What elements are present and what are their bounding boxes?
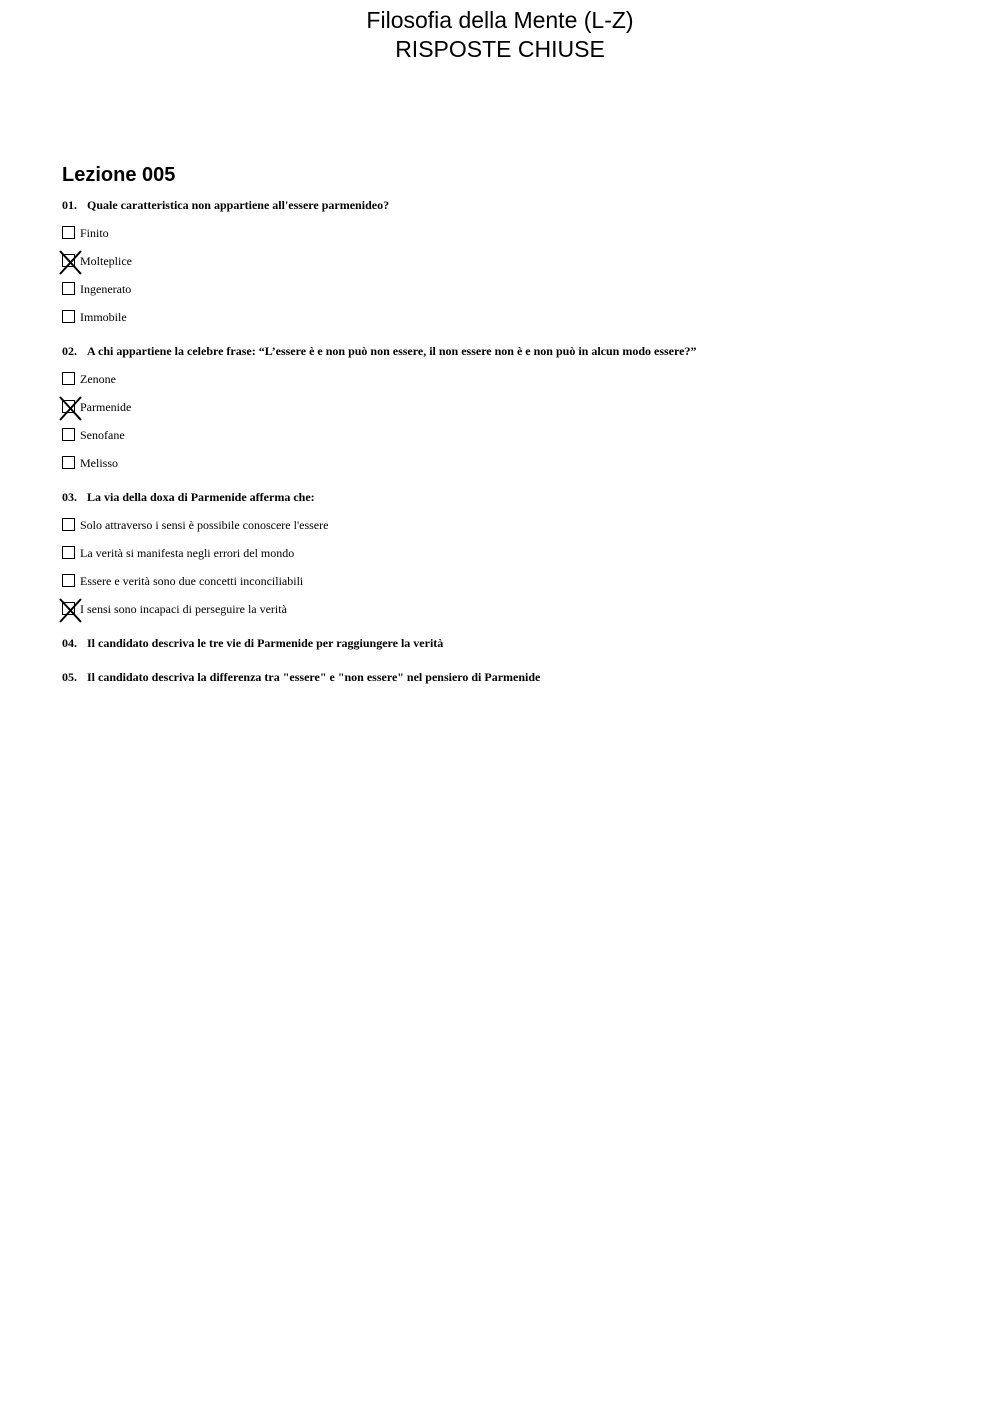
check-x-icon — [60, 599, 81, 622]
question-text — [62, 489, 962, 505]
answer-option[interactable] — [62, 399, 962, 415]
question-number: 02. — [62, 344, 77, 358]
answer-option[interactable] — [62, 601, 962, 617]
answer-option[interactable] — [62, 309, 962, 325]
question-prompt: Il candidato descriva la differenza tra "essere" e "non essere" nel pensiero di Parmenide — [87, 670, 541, 684]
checkbox[interactable] — [62, 400, 75, 413]
check-x-icon — [60, 251, 81, 274]
checkbox[interactable] — [62, 456, 75, 469]
option-label: La verità si manifesta negli errori del mondo — [80, 546, 295, 560]
option-label: Parmenide — [80, 400, 132, 414]
checkbox[interactable] — [62, 546, 75, 559]
question-prompt: A chi appartiene la celebre frase: “L’essere è e non può non essere, il non essere non è e non può in alcun modo essere?” — [87, 344, 697, 358]
question-list — [62, 197, 962, 685]
question-text — [62, 669, 962, 685]
question-text — [62, 343, 962, 359]
answer-option[interactable] — [62, 545, 962, 561]
option-label: Molteplice — [80, 254, 132, 268]
question-03 — [62, 489, 962, 617]
answer-options — [62, 225, 962, 325]
answer-option[interactable] — [62, 371, 962, 387]
question-prompt: Quale caratteristica non appartiene all'essere parmenideo? — [87, 198, 390, 212]
check-x-icon — [60, 397, 81, 420]
answer-option[interactable] — [62, 253, 962, 269]
option-label: Melisso — [80, 456, 119, 470]
checkbox[interactable] — [62, 282, 75, 295]
answer-option[interactable] — [62, 517, 962, 533]
option-label: Finito — [80, 226, 109, 240]
answer-options — [62, 371, 962, 471]
answer-option[interactable] — [62, 225, 962, 241]
question-number: 04. — [62, 636, 77, 650]
answer-options — [62, 517, 962, 617]
question-01 — [62, 197, 962, 325]
lesson-title: Lezione 005 — [62, 164, 176, 186]
option-label: Zenone — [80, 372, 116, 386]
question-02 — [62, 343, 962, 471]
question-number: 05. — [62, 670, 77, 684]
question-text — [62, 635, 962, 651]
option-label: Immobile — [80, 310, 127, 324]
question-text — [62, 197, 962, 213]
checkbox[interactable] — [62, 310, 75, 323]
question-05 — [62, 669, 962, 685]
checkbox[interactable] — [62, 372, 75, 385]
question-04 — [62, 635, 962, 651]
checkbox[interactable] — [62, 428, 75, 441]
answer-option[interactable] — [62, 281, 962, 297]
answer-option[interactable] — [62, 573, 962, 589]
document-title: Filosofia della Mente (L-Z) — [366, 7, 634, 33]
checkbox[interactable] — [62, 226, 75, 239]
question-number: 03. — [62, 490, 77, 504]
checkbox[interactable] — [62, 602, 75, 615]
option-label: Ingenerato — [80, 282, 132, 296]
page-header — [0, 6, 1000, 64]
option-label: Essere e verità sono due concetti inconciliabili — [80, 574, 304, 588]
answer-option[interactable] — [62, 427, 962, 443]
option-label: Senofane — [80, 428, 125, 442]
option-label: I sensi sono incapaci di perseguire la verità — [80, 602, 287, 616]
checkbox[interactable] — [62, 254, 75, 267]
option-label: Solo attraverso i sensi è possibile conoscere l'essere — [80, 518, 329, 532]
answer-option[interactable] — [62, 455, 962, 471]
question-number: 01. — [62, 198, 77, 212]
question-prompt: Il candidato descriva le tre vie di Parmenide per raggiungere la verità — [87, 636, 444, 650]
checkbox[interactable] — [62, 518, 75, 531]
checkbox[interactable] — [62, 574, 75, 587]
document-subtitle: RISPOSTE CHIUSE — [395, 36, 605, 62]
question-prompt: La via della doxa di Parmenide afferma che: — [87, 490, 315, 504]
